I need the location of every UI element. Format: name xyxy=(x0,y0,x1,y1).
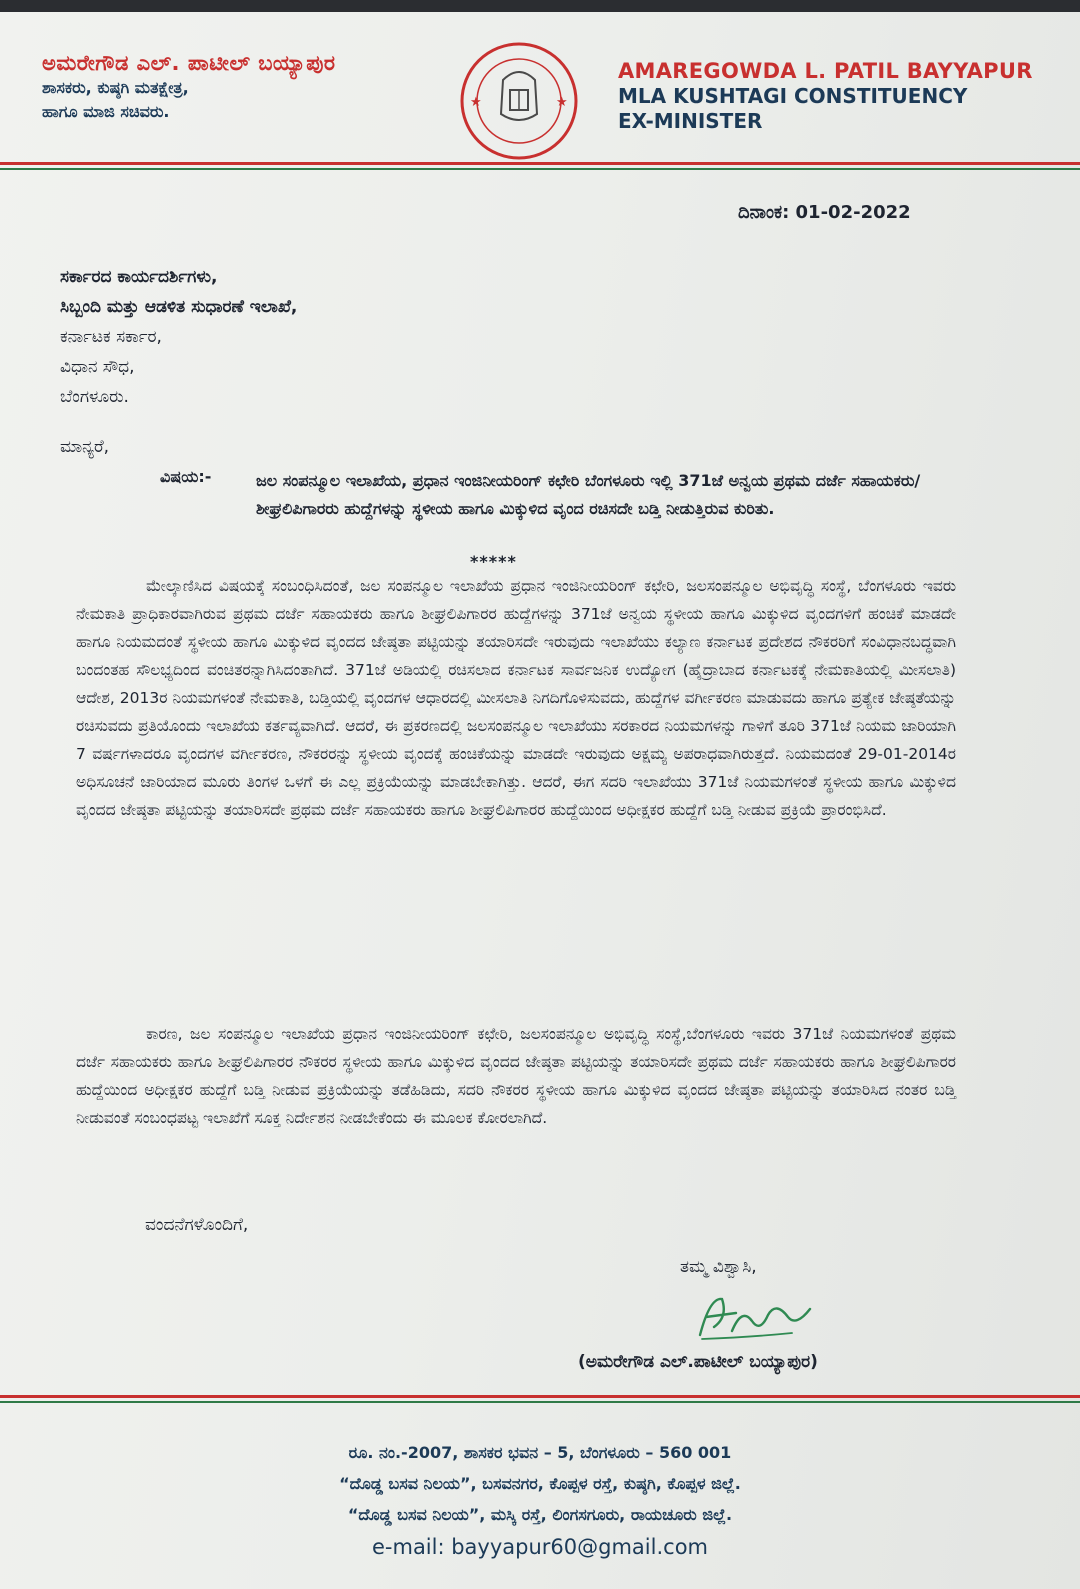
footer-line-3: “ದೊಡ್ಡ ಬಸವ ನಿಲಯ”, ಮಸ್ಕಿ ರಸ್ತೆ, ಲಿಂಗಸಗೂರು, ರಾಯಚೂರು ಜಿಲ್ಲೆ. xyxy=(347,1505,733,1524)
recipient-line: ಸರ್ಕಾರದ ಕಾರ್ಯದರ್ಶಿಗಳು, xyxy=(60,267,218,287)
letter-date: ದಿನಾಂಕ: 01-02-2022 xyxy=(738,202,911,223)
top-edge-bar xyxy=(0,0,1080,12)
recipient-line: ಬೆಂಗಳೂರು. xyxy=(60,387,129,407)
body-paragraph-2: ಕಾರಣ, ಜಲ ಸಂಪನ್ಮೂಲ ಇಲಾಖೆಯ ಪ್ರಧಾನ ಇಂಜಿನೀಯರಿಂಗ್ ಕಛೇರಿ, ಜಲಸಂಪನ್ಮೂಲ ಅಭಿವೃದ್ಧಿ ಸಂಸ್ಥೆ,ಬೆಂಗಳೂರು ಇವರು 371ಜೆ ನಿಯಮಗಳಂತೆ ಪ್ರಥಮ ದರ್ಜೆ ಸಹಾಯಕರು ಹಾಗೂ ಶೀಘ್ರಲಿಪಿಗಾರರ ನೌಕರರ ಸ್ಥಳೀಯ ಹಾಗೂ ಮಿಕ್ಕುಳಿದ ವೃಂದದ ಜೇಷ್ಠತಾ ಪಟ್ಟಿಯನ್ನು ತಯಾರಿಸದೇ ಪ್ರಥಮ ದರ್ಜೆ ಸಹಾಯಕರು ಹಾಗೂ ಶೀಘ್ರಲಿಪಿಗಾರರ ಹುದ್ದೆಯಿಂದ ಅಧೀಕ್ಷಕರ ಹುದ್ದೆಗೆ ಬಡ್ತಿ ನೀಡುವ ಪ್ರಕ್ರಿಯೆಯನ್ನು ತಡೆಹಿಡಿದು, ಸದರಿ ನೌಕರರ ಸ್ಥಳೀಯ ಹಾಗೂ ಮಿಕ್ಕುಳಿದ ವೃಂದದ ಜೇಷ್ಠತಾ ಪಟ್ಟಿಯನ್ನು ತಯಾರಿಸಿದ ನಂತರ ಬಡ್ತಿ ನೀಡುವಂತೆ ಸಂಬಂಧಪಟ್ಟ ಇಲಾಖೆಗೆ ಸೂಕ್ತ ನಿರ್ದೇಶನ ನೀಡಬೇಕೆಂದು ಈ ಮೂಲಕ ಕೋರಲಾಗಿದೆ. xyxy=(76,1025,956,1127)
letterhead-kannada xyxy=(42,50,462,124)
footer-line-2: “ದೊಡ್ಡ ಬಸವ ನಿಲಯ”, ಬಸವನಗರ, ಕೊಪ್ಪಳ ರಸ್ತೆ, ಕುಷ್ಠಗಿ, ಕೊಪ್ಪಳ ಜಿಲ್ಲೆ. xyxy=(339,1474,741,1493)
letterhead-english xyxy=(618,58,1048,134)
recipient-line: ಕರ್ನಾಟಕ ಸರ್ಕಾರ, xyxy=(60,327,162,347)
letter-sheet xyxy=(0,12,1080,1589)
kannada-ex-minister: ಹಾಗೂ ಮಾಜಿ ಸಚಿವರು. xyxy=(42,102,170,121)
signature-icon xyxy=(692,1287,822,1347)
body-paragraph-1: ಮೇಲ್ಕಾಣಿಸಿದ ವಿಷಯಕ್ಕೆ ಸಂಬಂಧಿಸಿದಂತೆ, ಜಲ ಸಂಪನ್ಮೂಲ ಇಲಾಖೆಯ ಪ್ರಧಾನ ಇಂಜಿನೀಯರಿಂಗ್ ಕಛೇರಿ, ಜಲಸಂಪನ್ಮೂಲ ಅಭಿವೃದ್ಧಿ ಸಂಸ್ಥೆ, ಬೆಂಗಳೂರು ಇವರು ನೇಮಕಾತಿ ಪ್ರಾಧಿಕಾರವಾಗಿರುವ ಪ್ರಥಮ ದರ್ಜೆ ಸಹಾಯಕರು ಹಾಗೂ ಶೀಘ್ರಲಿಪಿಗಾರರ ಹುದ್ದೆಗಳನ್ನು 371ಜೆ ಅನ್ವಯ ಸ್ಥಳೀಯ ಹಾಗೂ ಮಿಕ್ಕುಳಿದ ವೃಂದಗಳಿಗೆ ಹಂಚಿಕೆ ಮಾಡದೇ ಹಾಗೂ ನಿಯಮದಂತೆ ಸ್ಥಳೀಯ ಹಾಗೂ ಮಿಕ್ಕುಳಿದ ವೃಂದದ ಜೇಷ್ಠತಾ ಪಟ್ಟಿಯನ್ನು ತಯಾರಿಸದೇ ಇರುವುದು ಇಲಾಖೆಯು ಕಲ್ಯಾಣ ಕರ್ನಾಟಕ ಪ್ರದೇಶದ ನೌಕರರಿಗೆ ಸಂವಿಧಾನಬದ್ಧವಾಗಿ ಬಂದಂತಹ ಸೌಲಭ್ಯದಿಂದ ವಂಚಿತರನ್ನಾಗಿಸಿದಂತಾಗಿದೆ. 371ಜೆ ಅಡಿಯಲ್ಲಿ ರಚಿಸಲಾದ ಕರ್ನಾಟಕ ಸಾರ್ವಜನಿಕ ಉದ್ಯೋಗ (ಹೈದ್ರಾಬಾದ ಕರ್ನಾಟಕಕ್ಕೆ ನೇಮಕಾತಿಯಲ್ಲಿ ಮೀಸಲಾತಿ) ಆದೇಶ, 2013ರ ನಿಯಮಗಳಂತೆ ನೇಮಕಾತಿ, ಬಡ್ತಿಯಲ್ಲಿ ವೃಂದಗಳ ಆಧಾರದಲ್ಲಿ ಮೀಸಲಾತಿ ನಿಗದಿಗೊಳಿಸುವದು, ಹುದ್ದೆಗಳ ವರ್ಗೀಕರಣ ಮಾಡುವದು ಹಾಗೂ ಪ್ರತ್ಯೇಕ ಜೇಷ್ಠತೆಯನ್ನು ರಚಿಸುವದು ಪ್ರತಿಯೊಂದು ಇಲಾಖೆಯ ಕರ್ತವ್ಯವಾಗಿದೆ. ಆದರೆ, ಈ ಪ್ರಕರಣದಲ್ಲಿ ಜಲಸಂಪನ್ಮೂಲ ಇಲಾಖೆಯು ಸರಕಾರದ ನಿಯಮಗಳನ್ನು ಗಾಳಿಗೆ ತೂರಿ 371ಜೆ ನಿಯಮ ಜಾರಿಯಾಗಿ 7 ವರ್ಷಗಳಾದರೂ ವೃಂದಗಳ ವರ್ಗೀಕರಣ, ನೌಕರರನ್ನು ಸ್ಥಳೀಯ ವೃಂದಕ್ಕೆ ಹಂಚಿಕೆಯನ್ನು ಮಾಡದೇ ಇರುವುದು ಅಕ್ಷಮ್ಯ ಅಪರಾಧವಾಗಿರುತ್ತದೆ. ನಿಯಮದಂತೆ 29-01-2014ರ ಅಧಿಸೂಚನೆ ಜಾರಿಯಾದ ಮೂರು ತಿಂಗಳ ಒಳಗೆ ಈ ಎಲ್ಲ ಪ್ರಕ್ರಿಯೆಯನ್ನು ಮಾಡಬೇಕಾಗಿತ್ತು. ಆದರೆ, ಈಗ ಸದರಿ ಇಲಾಖೆಯು 371ಜೆ ನಿಯಮಗಳಂತೆ ಸ್ಥಳೀಯ ಹಾಗೂ ಮಿಕ್ಕುಳಿದ ವೃಂದದ ಜೇಷ್ಠತಾ ಪಟ್ಟಿಯನ್ನು ತಯಾರಿಸದೇ ಪ್ರಥಮ ದರ್ಜೆ ಸಹಾಯಕರು ಹಾಗೂ ಶೀಘ್ರಲಿಪಿಗಾರರ ಹುದ್ದೆಯಿಂದ ಅಧೀಕ್ಷಕರ ಹುದ್ದೆಗೆ ಬಡ್ತಿ ನೀಡುವ ಪ್ರಕ್ರಿಯೆ ಪ್ರಾರಂಭಿಸಿದೆ. xyxy=(76,577,956,819)
english-constituency: MLA KUSHTAGI CONSTITUENCY xyxy=(618,84,968,108)
subject-label: ವಿಷಯ:- xyxy=(160,467,212,486)
kannada-name: ಅಮರೇಗೌಡ ಎಲ್. ಪಾಟೀಲ್ ಬಯ್ಯಾಪುರ xyxy=(42,51,336,75)
footer-line-1: ರೂ. ನಂ.-2007, ಶಾಸಕರ ಭವನ – 5, ಬೆಂಗಳೂರು – 560 001 xyxy=(348,1443,732,1462)
assembly-seal-icon xyxy=(458,40,580,162)
kannada-designation: ಶಾಸಕರು, ಕುಷ್ಠಗಿ ಮತಕ್ಷೇತ್ರ, xyxy=(42,78,189,97)
footer-email: e-mail: bayyapur60@gmail.com xyxy=(371,1535,708,1559)
closing: ವಂದನೆಗಳೊಂದಿಗೆ, xyxy=(145,1215,249,1235)
footer-rule-red xyxy=(0,1395,1080,1398)
subject-text: ಜಲ ಸಂಪನ್ಮೂಲ ಇಲಾಖೆಯ, ಪ್ರಧಾನ ಇಂಜಿನೀಯರಿಂಗ್ ಕಛೇರಿ ಬೆಂಗಳೂರು ಇಲ್ಲಿ 371ಜೆ ಅನ್ವಯ ಪ್ರಥಮ ದರ್ಜೆ ಸಹಾಯಕರು/ಶೀಘ್ರಲಿಪಿಗಾರರು ಹುದ್ದೆಗಳನ್ನು ಸ್ಥಳೀಯ ಹಾಗೂ ಮಿಕ್ಕುಳಿದ ವೃಂದ ರಚಿಸದೇ ಬಡ್ತಿ ನೀಡುತ್ತಿರುವ ಕುರಿತು. xyxy=(256,471,921,518)
footer-rule-green xyxy=(0,1401,1080,1403)
recipient-line: ಸಿಬ್ಬಂದಿ ಮತ್ತು ಆಡಳಿತ ಸುಧಾರಣೆ ಇಲಾಖೆ, xyxy=(60,297,298,317)
header-rule-red xyxy=(0,162,1080,165)
signatory-name: (ಅಮರೇಗೌಡ ಎಲ್.ಪಾಟೀಲ್ ಬಯ್ಯಾಪುರ) xyxy=(578,1352,818,1372)
salutation: ಮಾನ್ಯರೆ, xyxy=(60,437,110,457)
separator: ***** xyxy=(470,552,517,571)
header-rule-green xyxy=(0,168,1080,170)
english-name: AMAREGOWDA L. PATIL BAYYAPUR xyxy=(618,59,1033,83)
svg-text:★: ★ xyxy=(556,95,568,110)
recipient-line: ವಿಧಾನ ಸೌಧ, xyxy=(60,357,135,377)
english-ex-minister: EX-MINISTER xyxy=(618,109,763,133)
svg-text:★: ★ xyxy=(470,95,482,110)
footer-address xyxy=(0,1437,1080,1564)
recipient-address xyxy=(60,262,297,412)
yours-faithfully: ತಮ್ಮ ವಿಶ್ವಾಸಿ, xyxy=(680,1257,757,1277)
